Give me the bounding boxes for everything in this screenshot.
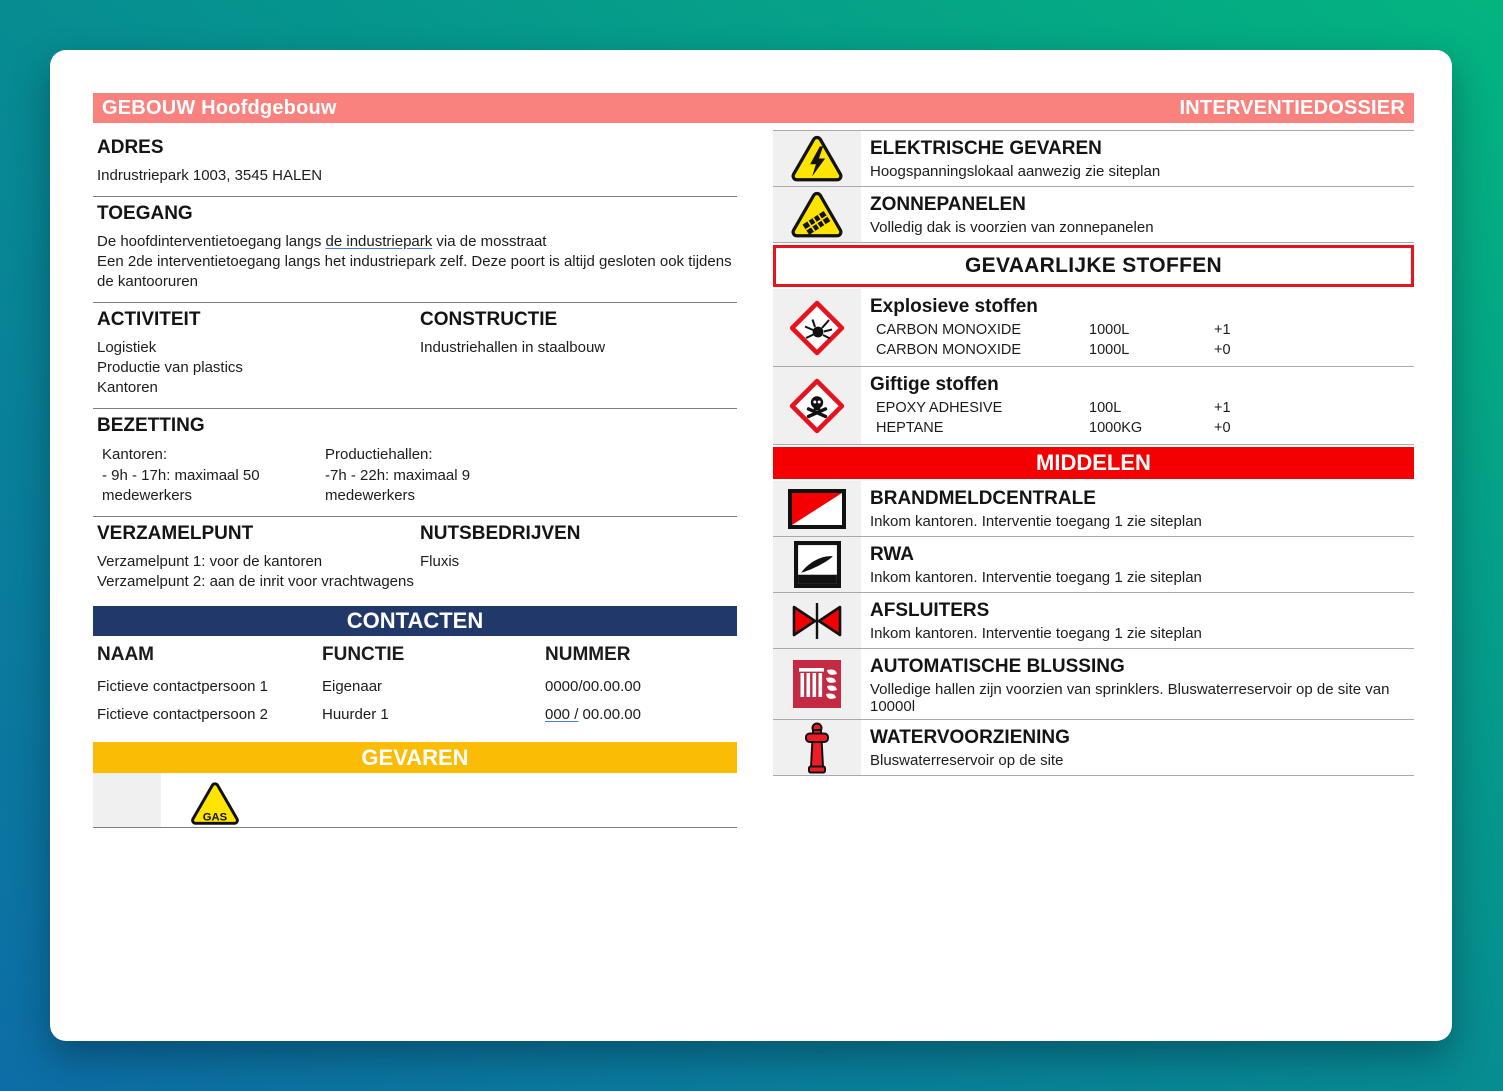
substance-group-explosief (773, 289, 1414, 367)
dossier-card (50, 50, 1452, 1041)
substance-group-giftig (773, 367, 1414, 445)
middelen-bar-title: MIDDELEN (1036, 450, 1151, 475)
gas-triangle-icon (190, 781, 240, 826)
title-bar (93, 93, 1414, 123)
middel-title: WATERVOORZIENING (870, 727, 1070, 748)
bezetting-columns (97, 444, 733, 506)
ghs-explosive-icon (773, 289, 861, 366)
bezetting-line: Kantoren: (102, 446, 168, 464)
middel-subtitle: Inkom kantoren. Interventie toegang 1 zie siteplan (870, 569, 1202, 586)
contacten-bar-title: CONTACTEN (346, 608, 484, 634)
phone-number-link[interactable]: 000 / (545, 706, 579, 724)
substance-delta: +0 (1214, 342, 1231, 358)
bezetting-title: BEZETTING (97, 415, 205, 437)
substance-group-title: Explosieve stoffen (870, 296, 1038, 317)
contacten-header-bar (93, 606, 737, 636)
columns (93, 131, 1414, 828)
verzamelpunt-line: Verzamelpunt 2: aan de inrit voor vrachtwagens (97, 573, 414, 591)
middel-row-afsluiters (773, 593, 1414, 649)
substance-delta: +1 (1214, 322, 1231, 338)
contact-function: Eigenaar (322, 678, 383, 696)
adres-title: ADRES (97, 137, 164, 158)
gevaarlijke-stoffen-title: GEVAARLIJKE STOFFEN (965, 254, 1222, 277)
adres-text: Indrustriepark 1003, 3545 HALEN (97, 167, 323, 184)
constructie-title: CONSTRUCTIE (420, 308, 558, 330)
gevaren-bar-title: GEVAREN (361, 744, 469, 770)
hazard-title: ZONNEPANELEN (870, 194, 1026, 215)
activiteit-item: Logistiek (97, 338, 157, 356)
document-type-label: INTERVENTIEDOSSIER (1179, 96, 1405, 119)
substance-delta: +0 (1214, 420, 1231, 436)
substance-group-title: Giftige stoffen (870, 374, 999, 395)
gas-warning-icon (190, 772, 240, 828)
building-title: GEBOUW Hoofdgebouw (102, 96, 337, 119)
fire-hydrant-icon (773, 720, 861, 775)
bezetting-line: - 9h - 17h: maximaal 50 (102, 466, 260, 484)
middel-row-automatische-blussing (773, 649, 1414, 720)
gevaren-row (93, 773, 737, 828)
substance-name: EPOXY ADHESIVE (876, 400, 1003, 416)
middel-row-watervoorziening (773, 720, 1414, 776)
section-verzamelpunt-nutsbedrijven (93, 517, 737, 602)
middel-title: AUTOMATISCHE BLUSSING (870, 656, 1125, 677)
hazard-subtitle: Hoogspanningslokaal aanwezig zie siteplan (870, 163, 1161, 180)
middel-row-rwa (773, 537, 1414, 593)
bezetting-line: -7h - 22h: maximaal 9 (325, 466, 471, 484)
left-column (93, 131, 737, 828)
activiteit-item: Kantoren (97, 379, 158, 397)
dossier-content (93, 93, 1414, 828)
bezetting-line: medewerkers (102, 486, 193, 504)
activiteit-title: ACTIVITEIT (97, 308, 201, 330)
middel-subtitle: Inkom kantoren. Interventie toegang 1 zie siteplan (870, 625, 1202, 642)
valve-icon (773, 593, 861, 648)
section-adres (93, 131, 737, 197)
solar-panels-hazard-icon (773, 187, 861, 242)
activiteit-item: Productie van plastics (97, 358, 243, 376)
middel-row-brandmeldcentrale (773, 481, 1414, 537)
substance-quantity: 1000L (1089, 322, 1130, 338)
ghs-toxic-icon (773, 367, 861, 444)
sprinkler-installation-icon (773, 649, 861, 719)
middel-subtitle: Volledige hallen zijn voorzien van sprinklers. Bluswaterreservoir op de site van 10000l (870, 681, 1390, 715)
industriepark-link[interactable]: de industriepark (325, 233, 433, 251)
section-bezetting (93, 409, 737, 517)
middelen-header-bar (773, 447, 1414, 479)
gevaren-icon-cell (93, 773, 161, 827)
toegang-line1 (97, 232, 733, 251)
constructie-block (420, 305, 733, 399)
smoke-vent-icon (773, 537, 861, 592)
substance-name: CARBON MONOXIDE (876, 322, 1022, 338)
contacts-col-functie: FUNCTIE (322, 644, 405, 666)
contact-number: 0000/00.00.00 (545, 678, 641, 696)
contacts-col-naam: NAAM (97, 644, 154, 666)
substance-name: HEPTANE (876, 420, 944, 436)
substance-quantity: 1000L (1089, 342, 1130, 358)
hazard-subtitle: Volledig dak is voorzien van zonnepanelen (870, 219, 1154, 236)
nutsbedrijven-block (420, 519, 733, 592)
substance-row (870, 342, 1410, 358)
verzamelpunt-line: Verzamelpunt 1: voor de kantoren (97, 552, 323, 570)
electrical-hazard-icon (773, 131, 861, 186)
substance-name: CARBON MONOXIDE (876, 342, 1022, 358)
substance-row (870, 420, 1410, 436)
bezetting-line: Productiehallen: (325, 446, 433, 464)
fire-alarm-panel-icon (773, 481, 861, 536)
gevaren-header-bar (93, 742, 737, 773)
contact-number-rest: 00.00.00 (578, 706, 641, 724)
bezetting-line: medewerkers (325, 486, 416, 504)
middel-title: AFSLUITERS (870, 600, 990, 621)
substance-row (870, 322, 1410, 338)
gas-icon-label: GAS (202, 811, 228, 824)
substance-quantity: 100L (1089, 400, 1122, 416)
section-activiteit-constructie (93, 303, 737, 410)
verzamelpunt-block (97, 519, 420, 592)
substance-row (870, 400, 1410, 416)
middel-title: BRANDMELDCENTRALE (870, 488, 1096, 509)
toegang-line1-prefix: De hoofdinterventietoegang langs (97, 233, 326, 251)
middel-subtitle: Inkom kantoren. Interventie toegang 1 zie siteplan (870, 513, 1202, 530)
bezetting-productiehallen (325, 444, 733, 506)
contact-name: Fictieve contactpersoon 2 (97, 706, 268, 724)
toegang-line2: Een 2de interventietoegang langs het industriepark zelf. Deze poort is altijd gesloten ook tijdens de kantooruren (97, 253, 732, 290)
nutsbedrijven-title: NUTSBEDRIJVEN (420, 522, 581, 544)
hazard-row-zonnepanelen (773, 187, 1414, 243)
right-column (773, 130, 1414, 828)
substance-quantity: 1000KG (1089, 420, 1143, 436)
activiteit-block (97, 305, 420, 399)
contacts-col-nummer: NUMMER (545, 644, 631, 666)
contact-number (545, 706, 733, 723)
middel-subtitle: Bluswaterreservoir op de site (870, 752, 1064, 769)
nutsbedrijven-text: Fluxis (420, 552, 460, 570)
hazard-title: ELEKTRISCHE GEVAREN (870, 138, 1102, 159)
toegang-line1-suffix: via de mosstraat (432, 233, 547, 251)
toegang-title: TOEGANG (97, 203, 193, 225)
substance-delta: +1 (1214, 400, 1231, 416)
contact-function: Huurder 1 (322, 706, 389, 724)
middel-title: RWA (870, 544, 914, 565)
hazard-row-elektrische-gevaren (773, 131, 1414, 187)
contact-name: Fictieve contactpersoon 1 (97, 678, 268, 696)
verzamelpunt-title: VERZAMELPUNT (97, 522, 254, 544)
section-toegang (93, 197, 737, 303)
contacts-table (93, 636, 737, 726)
bezetting-kantoren (97, 444, 325, 506)
constructie-text: Industriehallen in staalbouw (420, 338, 606, 356)
gevaarlijke-stoffen-header (773, 245, 1414, 287)
